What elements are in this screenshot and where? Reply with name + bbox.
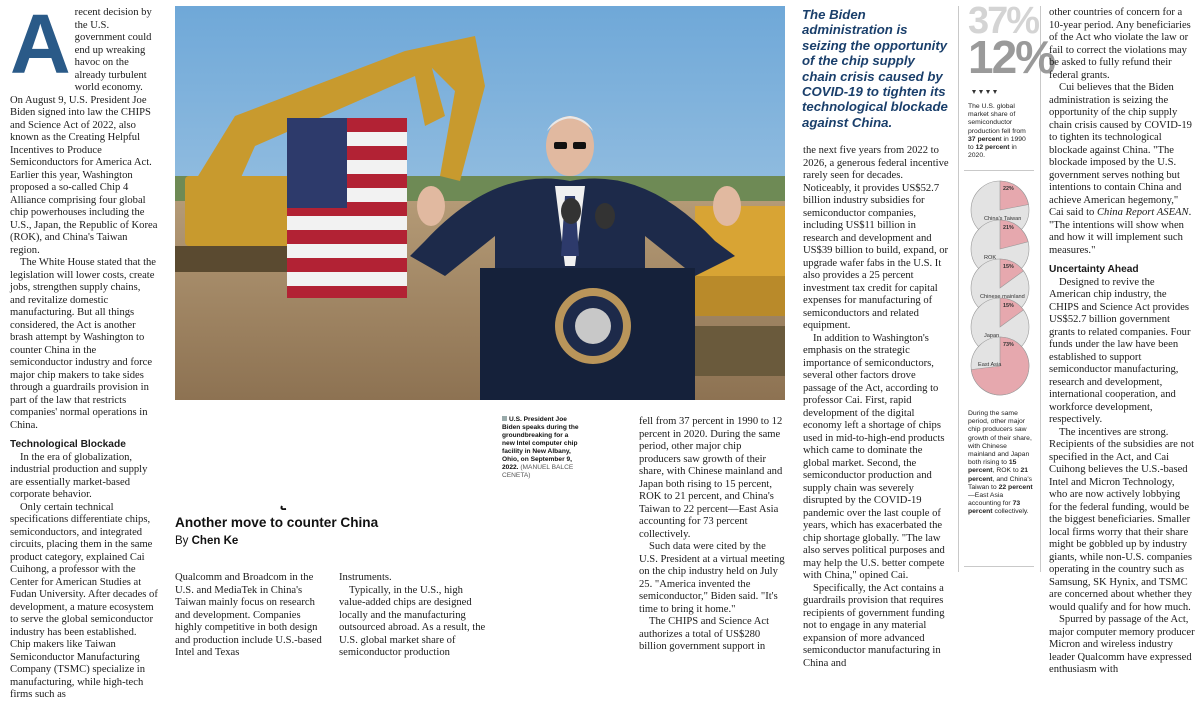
paragraph: Typically, in the U.S., high value-added chips are designed locally and the manufacturing outsourced abroad. As a result, the U.S. global market share of semiconductor production (339, 584, 486, 658)
big-stat-top: 37% (968, 0, 1039, 42)
note-emphasis: 15 percent (968, 459, 1017, 475)
headline: Another move to counter China (175, 515, 379, 530)
pie-value-label: 15% (1003, 264, 1014, 270)
paragraph: Spurred by passage of the Act, major computer memory producer Micron and wireless industry leader Qualcomm have expressed enthusiasm with (1049, 614, 1195, 675)
pie-name-label: China's Taiwan (984, 216, 1022, 222)
article-column-5 (803, 145, 951, 670)
article-column-3 (339, 572, 487, 660)
note-text: t (999, 135, 1002, 143)
paragraph: The incentives are strong. Recipients of the subsidies are not specified in the Act, and Cai Cuihong believes the U.S.-based Intel and Micron Technology, who are now actively lobbying for the federal funding, would be the biggest beneficiaries. Smaller local firms worry that their share might be gobbled up by industry giants, while non-U.S. companies operating in the country such as Samsung, SK Hynix, and TSMC are concerned about whether they would qualify and for how much. (1049, 426, 1195, 613)
sidebar-divider (964, 170, 1034, 171)
note-text: , and China's Taiwan to (968, 475, 1033, 491)
pie-value-label: 73% (1003, 342, 1014, 348)
big-stat-bottom: 12% (968, 31, 1055, 83)
pie-name-label: Chinese mainland (980, 294, 1025, 300)
note-text: —East Asia accounting for (968, 492, 1013, 508)
note-emphasis: 73 percent (968, 500, 1021, 516)
stat-note-1 (968, 103, 1032, 160)
photo-caption (502, 416, 582, 480)
caption-marker-icon (502, 416, 507, 421)
pull-quote: The Biden administration is seizing the opportunity of the chip supply chain crisis caused by COVID-19 to tighten its technological blockade against China. (802, 7, 948, 130)
pie-name-label: ROK (984, 255, 997, 261)
paragraph: recent decision by the U.S. government could end up wreaking havoc on the already turbulent world economy. On August 9, U.S. President Joe Biden signed into law the CHIPS and Science Act of 2022, also known as the Creating Helpful Incentives to Produce Semiconductors for America Act. Earlier this year, Washington proposed a so-called Chip 4 Alliance comprising four global chip powerhouses including the U.S., Japan, the Republic of Korea (ROK), and China's Taiwan region. (10, 7, 158, 256)
note-text: in 2020. (968, 144, 1017, 160)
article-column-4 (639, 416, 785, 654)
byline-author: Chen Ke (191, 535, 239, 547)
paragraph: the next five years from 2022 to 2026, a generous federal incentive rarely seen for decades. Noticeably, it provides US$52.7 billion industry subsidies for semiconductor companies, including US$11 billion in research and development and US$39 billion to build, expand, or upgrade wafer fabs in the U.S. It also provides a 25 percent investment tax credit for capital expenses for manufacturing of semiconductors and related equipment. (803, 145, 949, 331)
photo-illustration (175, 6, 785, 400)
paragraph: Qualcomm and Broadcom in the U.S. and MediaTek in China's Taiwan mainly focus on research and development. Companies highly competitive in both design and production include U.S.-based Intel and Texas (175, 572, 322, 658)
paragraph: other countries of concern for a 10-year period. Any beneficiaries of the Act who violate the law or fail to correct the violations may be asked to fully refund their federal grants. (1049, 7, 1191, 81)
note-emphasis: 12 percent (975, 144, 1010, 152)
sidebar-divider (964, 566, 1034, 567)
subheading: Technological Blockade (10, 439, 126, 450)
pie-value-label: 15% (1003, 303, 1014, 309)
news-photo (175, 6, 785, 400)
sidebar-left-rule (958, 6, 959, 572)
caption-text: U.S. President Joe Biden speaks during the groundbreaking for a new Intel computer chip facility in New Albany, Ohio, on September 9, 2022. (502, 416, 579, 471)
paragraph: Designed to revive the American chip industry, the CHIPS and Science Act provides US$52.7 billion government grants to related companies. Four funds under the law have been established to support semiconductor manufacturing, research and development, international cooperation, and workforce development, respectively. (1049, 276, 1191, 425)
paragraph (1049, 82, 1195, 257)
pie-value-label: 22% (1003, 186, 1014, 192)
note-text: collectively. (992, 508, 1029, 516)
pie-name-label: East Asia (978, 362, 1002, 368)
article-column-6 (1049, 7, 1195, 677)
paragraph: Specifically, the Act contains a guardrails provision that requires recipients of government funding not to engage in any material expansion of more advanced semiconductor manufacturing in China and (803, 582, 945, 669)
article-column-1 (10, 0, 158, 702)
pie-value-label: 21% (1003, 225, 1014, 231)
note-emphasis: 37 percen (968, 135, 1000, 143)
paragraph: In addition to Washington's emphasis on the strategic importance of semiconductors, several other factors drove passage of the Act, according to professor Cai. First, rapid development of the digital economy left a shortage of chips used in mid-to-high-end products which came to dominate the global market. Second, the semiconductor production and supply chain was severely disrupted by the COVID-19 pandemic over the last couple of years, which has exacerbated the chip shortage globally. "The law also serves political purposes and may help the U.S. better compete with China," opined Cai. (803, 332, 945, 581)
pie-name-label: Japan (984, 333, 1000, 339)
paragraph: Only certain technical specifications differentiate chips, semiconductors, and integrated circuits, placing them in the same product category, explained Cai Cuihong, a professor with the Center for American Studies at Fudan University. After decades of development, a mature ecosystem to serve the global semiconductor industry has been established. Chip makers like Taiwan Semiconductor Manufacturing Company (TSMC) specialize in manufacturing, while high-tech firms such as (10, 501, 158, 700)
partial-glyph-icon (278, 496, 308, 510)
note-text: During the same period, other major chip producers saw growth of their share, with Chinese mainland and Japan both rising to (968, 410, 1032, 467)
headline-fragment (278, 496, 308, 510)
publication-name: China Report ASEAN (1096, 207, 1189, 218)
note-text: , ROK to (992, 467, 1021, 475)
american-flag (287, 118, 407, 298)
paragraph: In the era of globalization, industrial production and supply are essentially market-based corporate behavior. (10, 451, 148, 500)
sidebar-right-rule (1040, 6, 1041, 572)
down-arrows-icon (972, 90, 1002, 98)
paragraph: The White House stated that the legislation will lower costs, create jobs, strengthen supply chains, and revitalize domestic manufacturing. But all things considered, the Act is another brash attempt by Washington to counter China in the semiconductor industry and force major chip makers to take sides through a guardrails provision in part of the law that restricts companies' normal operations in China. (10, 257, 157, 431)
subheading: Uncertainty Ahead (1049, 264, 1139, 275)
note-emphasis: 21 percent (968, 467, 1029, 483)
paragraph: Instruments. (339, 572, 392, 583)
note-emphasis: 22 percent (998, 483, 1033, 491)
note-text: The U.S. global market share of semiconductor production fell from (968, 103, 1026, 135)
podium (480, 268, 695, 400)
drop-cap: A (10, 0, 71, 91)
paragraph: The CHIPS and Science Act authorizes a total of US$280 billion government support in (639, 616, 770, 652)
pie-chart-stack (964, 180, 1036, 405)
byline-prefix: By (175, 535, 189, 547)
photo-credit: (MANUEL BALCE CENETA) (502, 464, 574, 479)
paragraph-text: Cui believes that the Biden administration is seizing the opportunity of the chip supply chain crisis caused by COVID-19 to tighten its technological blockade against China. "The blockade imposed by the U.S. government serves nothing but intentions to contain China and achieve American hegemony," Cai said to (1049, 82, 1192, 218)
byline (175, 535, 238, 547)
paragraph: Such data were cited by the U.S. President at a virtual meeting on the chip industry held on July 25. "America invented the semiconductor," Biden said. "It's time to bring it home." (639, 541, 785, 615)
paragraph-text: . "The intentions will show when and how it will implement such measures." (1049, 207, 1192, 256)
paragraph: fell from 37 percent in 1990 to 12 percent in 2020. During the same period, other major chip producers saw growth of their share, with Chinese mainland and Japan both rising to 15 percent, ROK to 21 percent, and China's Taiwan to 22 percent—East Asia accounting for 73 percent collectively. (639, 416, 783, 540)
article-column-2 (175, 572, 325, 660)
note-text: in 1990 to (968, 135, 1026, 152)
stat-note-2 (968, 410, 1034, 517)
